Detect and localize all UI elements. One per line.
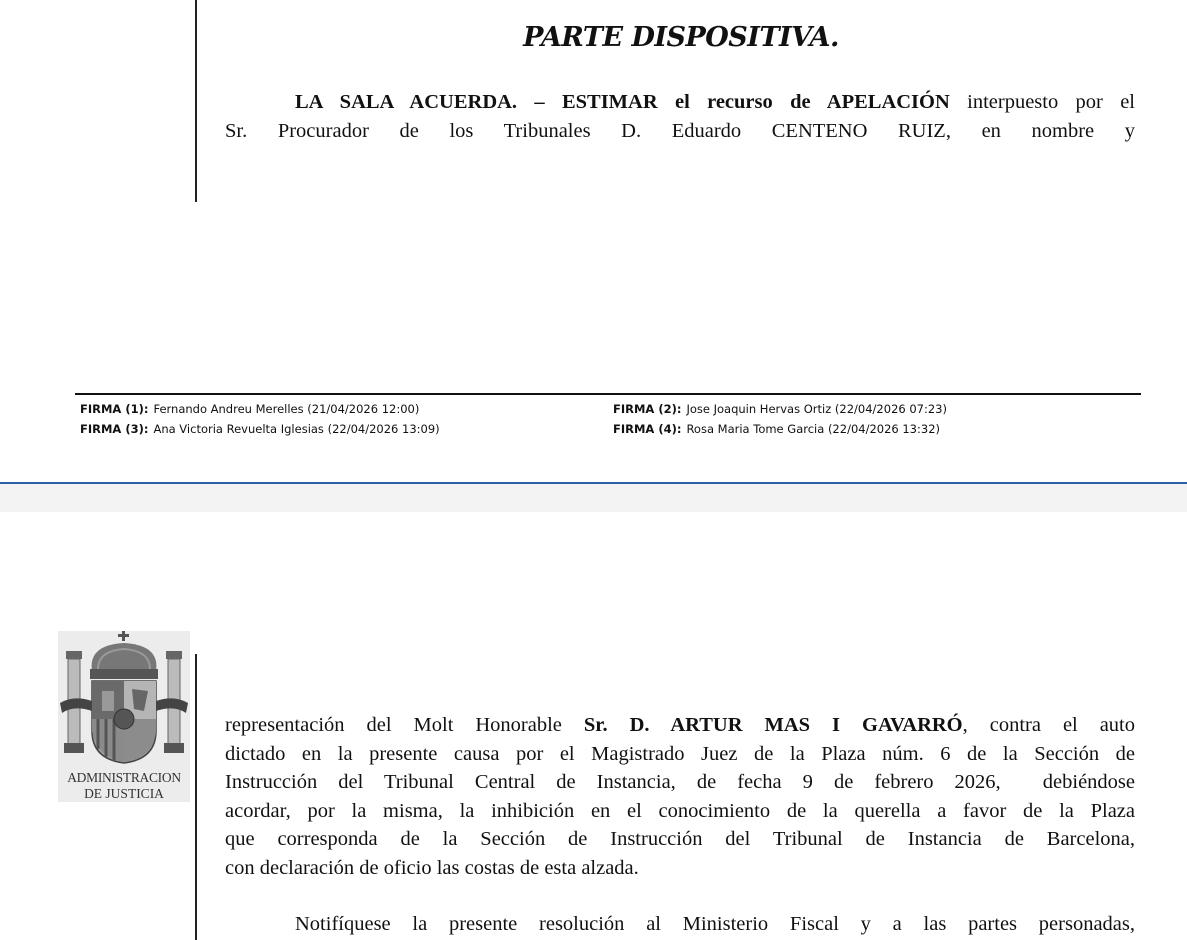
signature-1 bbox=[80, 400, 440, 420]
paragraph-line bbox=[225, 711, 1135, 740]
signature-4 bbox=[613, 420, 947, 440]
ruling-paragraph-continued bbox=[225, 711, 1135, 882]
page-gap bbox=[0, 484, 1187, 512]
paragraph-line: Instrucción del Tribunal Central de Instancia, de fecha 9 de febrero 2026, debiéndose bbox=[225, 771, 1135, 793]
logo-text-line2: DE JUSTICIA bbox=[84, 786, 164, 801]
signature-block-right bbox=[613, 400, 947, 439]
text: representación del Molt Honorable bbox=[225, 714, 584, 736]
signature-label: FIRMA (1): bbox=[80, 402, 149, 416]
signature-value: Fernando Andreu Merelles (21/04/2026 12:00) bbox=[153, 402, 420, 416]
signature-label: FIRMA (2): bbox=[613, 402, 682, 416]
signature-label: FIRMA (3): bbox=[80, 421, 149, 436]
signature-2 bbox=[613, 400, 947, 420]
ruling-paragraph bbox=[225, 88, 1135, 145]
signature-3 bbox=[80, 420, 440, 440]
bold-text: Sr. D. ARTUR MAS I GAVARRÓ bbox=[583, 714, 963, 736]
paragraph-line: Sr. Procurador de los Tribunales D. Eduardo CENTENO RUIZ, en nombre y bbox=[225, 119, 1135, 142]
margin-rule bbox=[195, 0, 197, 202]
signature-label: FIRMA (4): bbox=[613, 421, 682, 436]
section-title: PARTE DISPOSITIVA. bbox=[523, 22, 839, 53]
paragraph-line bbox=[225, 88, 1135, 117]
logo-text-line1: ADMINISTRACION bbox=[67, 770, 181, 785]
bold-text: LA SALA ACUERDA. – ESTIMAR el recurso de APELACIÓN bbox=[295, 91, 950, 113]
signature-rule bbox=[75, 393, 1141, 395]
administracion-justicia-logo bbox=[58, 631, 190, 802]
coat-of-arms-icon bbox=[58, 631, 190, 771]
notification-paragraph bbox=[225, 910, 1135, 939]
paragraph-line: acordar, por la misma, la inhibición en el conocimiento de la querella a favor de la Plaza bbox=[225, 799, 1135, 822]
signature-value: Rosa Maria Tome Garcia (22/04/2026 13:32) bbox=[686, 421, 940, 436]
paragraph-line: que corresponda de la Sección de Instrucción del Tribunal de Instancia de Barcelona, bbox=[225, 828, 1135, 850]
margin-rule bbox=[195, 654, 197, 940]
paragraph-line: dictado en la presente causa por el Magistrado Juez de la Plaza núm. 6 de la Sección de bbox=[225, 742, 1135, 765]
paragraph-line: Notifíquese la presente resolución al Ministerio Fiscal y a las partes personadas, bbox=[295, 913, 1135, 935]
signature-value: Ana Victoria Revuelta Iglesias (22/04/2026 13:09) bbox=[153, 421, 440, 436]
signature-block-left bbox=[80, 400, 440, 439]
text: interpuesto por el bbox=[949, 91, 1135, 113]
paragraph-line: con declaración de oficio las costas de esta alzada. bbox=[225, 856, 639, 879]
signature-value: Jose Joaquin Hervas Ortiz (22/04/2026 07:23) bbox=[686, 402, 947, 416]
text: , contra el auto bbox=[962, 714, 1136, 736]
